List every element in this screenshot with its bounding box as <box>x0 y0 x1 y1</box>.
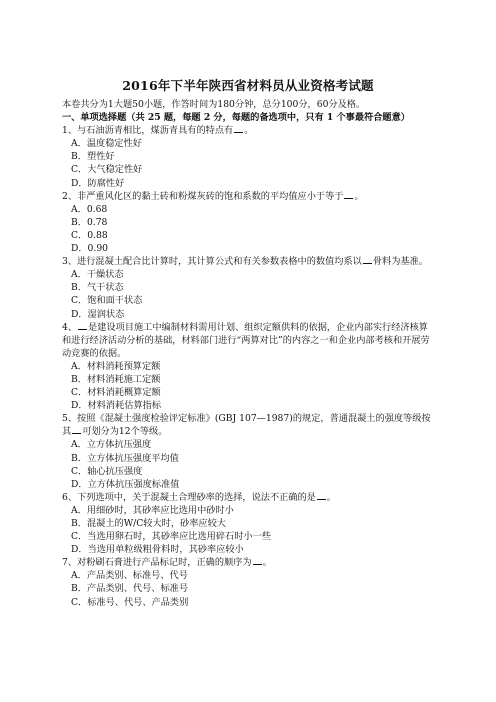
stem-text: 骨料为基准。 <box>372 256 428 268</box>
question-stem <box>62 321 434 360</box>
question-stem <box>62 255 434 268</box>
question-stem <box>62 124 434 137</box>
option-item: A．材料消耗预算定额 <box>71 360 161 372</box>
question-stem <box>62 556 434 569</box>
intro-text: 本卷共分为1大题50小题，作答时间为180分钟，总分100分，60分及格。 <box>62 99 366 110</box>
option-item: B．0.78 <box>71 216 108 228</box>
option-item: C．0.88 <box>71 229 108 241</box>
option-item: A．干燥状态 <box>71 269 124 281</box>
option-item: A．0.68 <box>71 203 108 215</box>
stem-text: 是建设项目施工中编制材料需用计划、组织定额供料的依据，企业内部实行经济核算和进行经济活动分析的基础，材料部门进行“两算对比”的内容之一和企业内部考核和开展劳动竞赛的依据。 <box>62 321 430 359</box>
stem-text: 7、对粉刷石膏进行产品标记时，正确的顺序为 <box>62 557 252 569</box>
option-item: A．立方体抗压强度 <box>71 439 152 451</box>
answer-blank <box>234 124 243 133</box>
option-item: B．气干状态 <box>71 282 124 294</box>
answer-blank <box>72 425 81 434</box>
question-stem <box>62 190 434 203</box>
option-item: D．当选用单粒级粗骨料时，其砂率应较小 <box>71 544 244 556</box>
option-item: B．立方体抗压强度平均值 <box>71 452 179 464</box>
stem-text: 1、与石油沥青相比，煤沥青具有的特点有 <box>62 125 234 137</box>
option-item: C．当选用卵石时，其砂率应比选用碎石时小一些 <box>71 531 271 543</box>
option-item: C．材料消耗概算定额 <box>71 387 161 399</box>
stem-text: 2、非严重风化区的黏土砖和粉煤灰砖的饱和系数的平均值应小于等于 <box>62 190 344 202</box>
stem-text: 。 <box>354 190 364 202</box>
option-item: B．塑性好 <box>71 151 115 163</box>
stem-text: 。 <box>244 125 254 137</box>
question-stem <box>62 491 434 504</box>
option-item: B．产品类别、代号、标准号 <box>71 583 189 595</box>
stem-text: 。 <box>262 557 272 569</box>
option-item: C．大气稳定性好 <box>71 164 143 176</box>
option-item: C．标准号、代号、产品类别 <box>71 596 189 608</box>
option-item: A．温度稳定性好 <box>71 138 142 150</box>
document-body <box>62 98 434 609</box>
stem-text: 4、 <box>62 321 78 333</box>
stem-text: 3、进行混凝土配合比计算时，其计算公式和有关参数表格中的数值均系以 <box>62 256 362 268</box>
stem-text: 5、按照《混凝土强度检验评定标准》(GBJ 107—1987)的规定，普通混凝土的强度等级按其 <box>62 413 431 438</box>
option-item: D．立方体抗压强度标准值 <box>71 478 180 490</box>
option-item: C．饱和面干状态 <box>71 295 143 307</box>
option-item: B．材料消耗施工定额 <box>71 373 161 385</box>
option-item: B．混凝土的W/C较大时，砂率应较大 <box>71 518 226 529</box>
answer-blank <box>317 491 326 500</box>
stem-text: 6、下列选项中，关于混凝土合理砂率的选择，说法不正确的是 <box>62 491 316 503</box>
question-stem <box>62 412 434 438</box>
option-item: D．0.90 <box>71 243 109 255</box>
stem-text: 可划分为12个等级。 <box>82 426 168 438</box>
option-item: D．防腐性好 <box>71 177 125 189</box>
option-item: C．轴心抗压强度 <box>71 465 143 477</box>
stem-text: 。 <box>326 491 337 503</box>
section-heading: 一、单项选择题（共 25 题，每题 2 分，每题的备选项中，只有 1 个事最符合题意） <box>62 112 410 124</box>
answer-blank <box>363 255 372 264</box>
option-item: A．产品类别、标准号、代号 <box>71 570 188 582</box>
page-title: 2016年下半年陕西省材料员从业资格考试题 <box>122 78 374 93</box>
answer-blank <box>344 190 353 199</box>
option-item: A．用细砂时，其砂率应比选用中砂时小 <box>71 504 234 516</box>
option-item: D．湿润状态 <box>71 308 125 320</box>
answer-blank <box>253 556 262 565</box>
answer-blank <box>78 321 87 330</box>
option-item: D．材料消耗估算指标 <box>71 400 162 412</box>
